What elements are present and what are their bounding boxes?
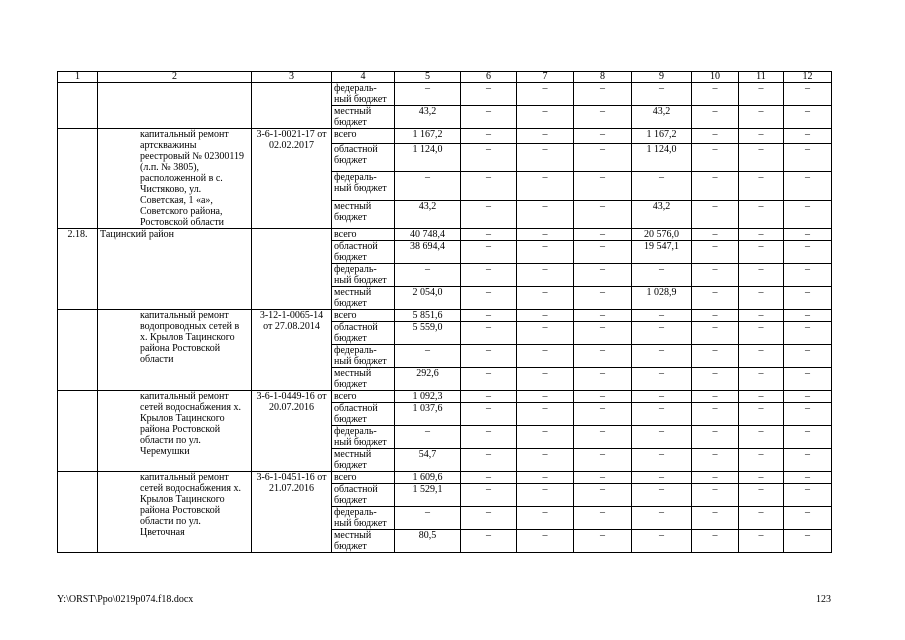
column-header: 5 [395, 72, 461, 83]
amount-cell: – [739, 241, 784, 264]
amount-cell: – [574, 530, 632, 553]
amount-cell: – [692, 241, 739, 264]
amount-cell: – [632, 172, 692, 200]
amount-cell: – [632, 368, 692, 391]
funding-source-cell: федераль- ный бюджет [332, 172, 395, 200]
funding-source-cell: местный бюджет [332, 449, 395, 472]
footer-file-path: Y:\ORST\Ppo\0219p074.f18.docx [57, 594, 194, 605]
amount-cell: – [395, 172, 461, 200]
amount-cell: 80,5 [395, 530, 461, 553]
amount-cell: – [739, 229, 784, 241]
amount-cell: – [574, 229, 632, 241]
amount-cell: – [784, 426, 832, 449]
amount-cell: – [574, 403, 632, 426]
column-header: 10 [692, 72, 739, 83]
amount-cell: – [574, 484, 632, 507]
amount-cell: – [632, 310, 692, 322]
amount-cell: – [739, 403, 784, 426]
amount-cell: – [574, 143, 632, 171]
table-row [58, 391, 832, 403]
amount-cell: – [461, 143, 517, 171]
amount-cell: 1 124,0 [632, 143, 692, 171]
amount-cell: – [574, 426, 632, 449]
funding-source-cell: федераль- ный бюджет [332, 264, 395, 287]
amount-cell: – [461, 229, 517, 241]
amount-cell: – [692, 530, 739, 553]
amount-cell: 19 547,1 [632, 241, 692, 264]
amount-cell: – [692, 229, 739, 241]
row-number-cell [58, 391, 98, 472]
row-number-cell [58, 472, 98, 553]
amount-cell: – [692, 200, 739, 228]
amount-cell: – [784, 345, 832, 368]
amount-cell: – [461, 264, 517, 287]
table-row [58, 83, 832, 106]
object-name-cell: капитальный ремонт артскважины реестровый № 02300119 (л.п. № 3805), расположенной в с. Чистяково, ул. Советская, 1 «а», Советского района, Ростовской области [98, 129, 252, 229]
funding-source-cell: областной бюджет [332, 403, 395, 426]
amount-cell: – [574, 106, 632, 129]
amount-cell: – [517, 472, 574, 484]
amount-cell: – [739, 484, 784, 507]
row-number-cell: 2.18. [58, 229, 98, 310]
document-number-cell: 3-6-1-0451-16 от 21.07.2016 [252, 472, 332, 553]
amount-cell: – [784, 507, 832, 530]
amount-cell: 1 028,9 [632, 287, 692, 310]
column-header: 4 [332, 72, 395, 83]
amount-cell: – [739, 83, 784, 106]
amount-cell: 1 529,1 [395, 484, 461, 507]
column-header: 11 [739, 72, 784, 83]
object-name-cell: капитальный ремонт сетей водоснабжения х. Крылов Тацинского района Ростовской области по ул. Цветочная [98, 472, 252, 553]
funding-source-cell: всего [332, 129, 395, 144]
row-number-cell [58, 310, 98, 391]
amount-cell: – [517, 229, 574, 241]
amount-cell: – [517, 143, 574, 171]
amount-cell: – [784, 287, 832, 310]
amount-cell: – [461, 484, 517, 507]
funding-source-cell: всего [332, 391, 395, 403]
amount-cell: – [739, 106, 784, 129]
amount-cell: 43,2 [395, 106, 461, 129]
amount-cell: – [784, 200, 832, 228]
amount-cell: – [739, 391, 784, 403]
amount-cell: – [574, 472, 632, 484]
amount-cell: 2 054,0 [395, 287, 461, 310]
funding-source-cell: всего [332, 472, 395, 484]
amount-cell: 1 124,0 [395, 143, 461, 171]
amount-cell: – [739, 129, 784, 144]
amount-cell: 54,7 [395, 449, 461, 472]
funding-source-cell: местный бюджет [332, 530, 395, 553]
amount-cell: – [517, 106, 574, 129]
amount-cell: – [395, 345, 461, 368]
amount-cell: – [461, 426, 517, 449]
amount-cell: – [739, 322, 784, 345]
amount-cell: – [395, 264, 461, 287]
amount-cell: – [692, 172, 739, 200]
amount-cell: – [517, 200, 574, 228]
amount-cell: – [574, 200, 632, 228]
amount-cell: – [692, 345, 739, 368]
amount-cell: 5 851,6 [395, 310, 461, 322]
document-number-cell: 3-6-1-0021-17 от 02.02.2017 [252, 129, 332, 229]
amount-cell: – [784, 143, 832, 171]
amount-cell: – [461, 391, 517, 403]
amount-cell: – [739, 530, 784, 553]
column-header: 6 [461, 72, 517, 83]
amount-cell: – [574, 129, 632, 144]
amount-cell: – [784, 229, 832, 241]
amount-cell: – [517, 310, 574, 322]
table-row [58, 310, 832, 322]
amount-cell: – [574, 322, 632, 345]
row-number-cell [58, 129, 98, 229]
funding-source-cell: местный бюджет [332, 368, 395, 391]
amount-cell: – [517, 345, 574, 368]
amount-cell: – [784, 322, 832, 345]
amount-cell: – [692, 391, 739, 403]
amount-cell: – [739, 507, 784, 530]
amount-cell: – [692, 322, 739, 345]
amount-cell: – [517, 449, 574, 472]
amount-cell: – [461, 129, 517, 144]
amount-cell: – [692, 106, 739, 129]
amount-cell: – [574, 391, 632, 403]
amount-cell: – [574, 241, 632, 264]
amount-cell: 292,6 [395, 368, 461, 391]
funding-source-cell: местный бюджет [332, 200, 395, 228]
amount-cell: – [739, 472, 784, 484]
amount-cell: – [784, 368, 832, 391]
table-row [58, 472, 832, 484]
amount-cell: – [517, 264, 574, 287]
amount-cell: – [517, 507, 574, 530]
funding-source-cell: федераль- ный бюджет [332, 83, 395, 106]
amount-cell: – [461, 241, 517, 264]
amount-cell: – [784, 172, 832, 200]
amount-cell: – [632, 530, 692, 553]
amount-cell: – [739, 368, 784, 391]
amount-cell: – [632, 507, 692, 530]
amount-cell: – [739, 426, 784, 449]
amount-cell: – [739, 345, 784, 368]
budget-table [57, 71, 832, 553]
amount-cell: 40 748,4 [395, 229, 461, 241]
amount-cell: – [461, 83, 517, 106]
amount-cell: – [574, 310, 632, 322]
amount-cell: – [692, 264, 739, 287]
amount-cell: – [784, 83, 832, 106]
document-number-cell [252, 229, 332, 310]
funding-source-cell: областной бюджет [332, 241, 395, 264]
document-number-cell: 3-12-1-0065-14 от 27.08.2014 [252, 310, 332, 391]
amount-cell: 1 037,6 [395, 403, 461, 426]
amount-cell: – [632, 264, 692, 287]
amount-cell: – [461, 530, 517, 553]
row-number-cell [58, 83, 98, 129]
amount-cell: – [517, 172, 574, 200]
amount-cell: – [739, 449, 784, 472]
amount-cell: 20 576,0 [632, 229, 692, 241]
funding-source-cell: областной бюджет [332, 322, 395, 345]
amount-cell: – [692, 310, 739, 322]
amount-cell: – [739, 200, 784, 228]
amount-cell: – [461, 200, 517, 228]
amount-cell: – [574, 264, 632, 287]
amount-cell: – [517, 426, 574, 449]
amount-cell: 5 559,0 [395, 322, 461, 345]
amount-cell: – [632, 426, 692, 449]
amount-cell: – [574, 83, 632, 106]
amount-cell: – [692, 143, 739, 171]
funding-source-cell: областной бюджет [332, 143, 395, 171]
funding-source-cell: всего [332, 310, 395, 322]
page-number: 123 [816, 594, 831, 605]
amount-cell: – [517, 241, 574, 264]
column-header: 1 [58, 72, 98, 83]
object-name-cell: Тацинский район [98, 229, 252, 310]
amount-cell: 38 694,4 [395, 241, 461, 264]
column-header: 8 [574, 72, 632, 83]
amount-cell: – [739, 172, 784, 200]
amount-cell: – [692, 484, 739, 507]
amount-cell: – [461, 172, 517, 200]
amount-cell: – [461, 287, 517, 310]
column-header: 3 [252, 72, 332, 83]
amount-cell: – [784, 241, 832, 264]
amount-cell: – [517, 83, 574, 106]
amount-cell: – [517, 530, 574, 553]
amount-cell: 1 167,2 [395, 129, 461, 144]
amount-cell: – [632, 83, 692, 106]
amount-cell: – [739, 264, 784, 287]
amount-cell: – [574, 507, 632, 530]
amount-cell: – [692, 287, 739, 310]
amount-cell: – [632, 345, 692, 368]
amount-cell: – [692, 83, 739, 106]
amount-cell: – [395, 83, 461, 106]
amount-cell: – [517, 322, 574, 345]
amount-cell: 1 167,2 [632, 129, 692, 144]
amount-cell: – [692, 426, 739, 449]
column-header: 12 [784, 72, 832, 83]
column-header: 9 [632, 72, 692, 83]
funding-source-cell: областной бюджет [332, 484, 395, 507]
amount-cell: 43,2 [632, 106, 692, 129]
amount-cell: – [692, 449, 739, 472]
amount-cell: – [395, 507, 461, 530]
amount-cell: – [517, 287, 574, 310]
header-row [58, 72, 832, 83]
amount-cell: – [632, 322, 692, 345]
object-name-cell [98, 83, 252, 129]
funding-source-cell: федераль- ный бюджет [332, 507, 395, 530]
amount-cell: – [632, 449, 692, 472]
table-row [58, 129, 832, 144]
amount-cell: – [574, 172, 632, 200]
amount-cell: – [784, 449, 832, 472]
amount-cell: – [517, 368, 574, 391]
amount-cell: – [784, 310, 832, 322]
amount-cell: – [574, 345, 632, 368]
amount-cell: – [784, 106, 832, 129]
amount-cell: – [739, 287, 784, 310]
amount-cell: – [784, 403, 832, 426]
amount-cell: – [461, 345, 517, 368]
funding-source-cell: федераль- ный бюджет [332, 345, 395, 368]
amount-cell: – [461, 403, 517, 426]
amount-cell: 43,2 [632, 200, 692, 228]
amount-cell: – [574, 368, 632, 391]
object-name-cell: капитальный ремонт водопроводных сетей в х. Крылов Тацинского района Ростовской области [98, 310, 252, 391]
amount-cell: – [461, 449, 517, 472]
object-name-cell: капитальный ремонт сетей водоснабжения х. Крылов Тацинского района Ростовской области по ул. Черемушки [98, 391, 252, 472]
amount-cell: 43,2 [395, 200, 461, 228]
amount-cell: – [784, 472, 832, 484]
amount-cell: – [739, 143, 784, 171]
amount-cell: – [461, 106, 517, 129]
funding-source-cell: всего [332, 229, 395, 241]
amount-cell: – [784, 530, 832, 553]
amount-cell: – [784, 264, 832, 287]
amount-cell: – [692, 368, 739, 391]
funding-source-cell: местный бюджет [332, 106, 395, 129]
funding-source-cell: федераль- ный бюджет [332, 426, 395, 449]
amount-cell: – [461, 310, 517, 322]
amount-cell: – [461, 322, 517, 345]
amount-cell: – [692, 507, 739, 530]
table-row [58, 229, 832, 241]
document-number-cell: 3-6-1-0449-16 от 20.07.2016 [252, 391, 332, 472]
column-header: 2 [98, 72, 252, 83]
amount-cell: – [461, 368, 517, 391]
amount-cell: – [784, 484, 832, 507]
amount-cell: – [739, 310, 784, 322]
amount-cell: – [632, 403, 692, 426]
amount-cell: – [517, 129, 574, 144]
amount-cell: – [461, 507, 517, 530]
amount-cell: 1 609,6 [395, 472, 461, 484]
amount-cell: – [517, 403, 574, 426]
amount-cell: – [574, 287, 632, 310]
amount-cell: – [692, 403, 739, 426]
amount-cell: – [574, 449, 632, 472]
amount-cell: – [784, 129, 832, 144]
amount-cell: – [517, 391, 574, 403]
amount-cell: – [395, 426, 461, 449]
amount-cell: – [461, 472, 517, 484]
amount-cell: 1 092,3 [395, 391, 461, 403]
column-header: 7 [517, 72, 574, 83]
funding-source-cell: местный бюджет [332, 287, 395, 310]
amount-cell: – [632, 391, 692, 403]
amount-cell: – [692, 129, 739, 144]
amount-cell: – [692, 472, 739, 484]
document-number-cell [252, 83, 332, 129]
amount-cell: – [632, 484, 692, 507]
amount-cell: – [517, 484, 574, 507]
amount-cell: – [632, 472, 692, 484]
amount-cell: – [784, 391, 832, 403]
